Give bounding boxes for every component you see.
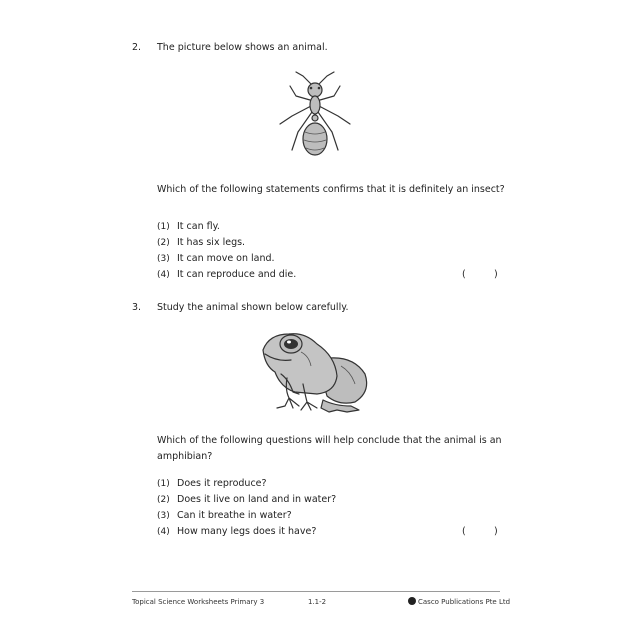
- question-2-number: 2.: [132, 42, 142, 53]
- q3-option-2-text: Does it live on land and in water?: [177, 494, 337, 505]
- q2-option-1-number: (1): [157, 222, 170, 232]
- footer-page-number: 1.1-2: [308, 598, 327, 606]
- question-2-intro: The picture below shows an animal.: [157, 42, 328, 53]
- q2-option-2-number: (2): [157, 238, 170, 248]
- q3-option-1-text: Does it reproduce?: [177, 478, 267, 489]
- footer-publisher-name: Casco Publications Pte Ltd: [418, 598, 511, 606]
- frog-illustration: [255, 322, 377, 416]
- q2-answer-close-paren: ): [494, 269, 498, 280]
- question-2-prompt: Which of the following statements confirms that it is definitely an insect?: [157, 184, 505, 195]
- footer-book-title: Topical Science Worksheets Primary 3: [132, 598, 265, 606]
- footer-publisher: [408, 597, 510, 606]
- question-3-intro: Study the animal shown below carefully.: [157, 302, 349, 313]
- question-3-number: 3.: [132, 302, 142, 313]
- q3-option-2-number: (2): [157, 495, 170, 505]
- q3-option-4-text: How many legs does it have?: [177, 526, 317, 537]
- q2-option-4-number: (4): [157, 270, 170, 280]
- q2-option-3-number: (3): [157, 254, 170, 264]
- q3-answer-open-paren: (: [462, 526, 466, 537]
- q3-option-3-text: Can it breathe in water?: [177, 510, 292, 521]
- footer-rule: [132, 591, 500, 592]
- q2-option-4-text: It can reproduce and die.: [177, 269, 297, 280]
- q2-option-3-text: It can move on land.: [177, 253, 275, 264]
- question-3-prompt-line-2: amphibian?: [157, 451, 213, 462]
- q3-option-4-number: (4): [157, 527, 170, 537]
- q3-option-3-number: (3): [157, 511, 170, 521]
- ant-illustration: [270, 66, 360, 162]
- q3-answer-close-paren: ): [494, 526, 498, 537]
- question-3-prompt-line-1: Which of the following questions will help conclude that the animal is an: [157, 435, 502, 446]
- q2-option-2-text: It has six legs.: [177, 237, 246, 248]
- q2-option-1-text: It can fly.: [177, 221, 220, 232]
- q2-answer-open-paren: (: [462, 269, 466, 280]
- q3-option-1-number: (1): [157, 479, 170, 489]
- publisher-logo-icon: [408, 597, 416, 605]
